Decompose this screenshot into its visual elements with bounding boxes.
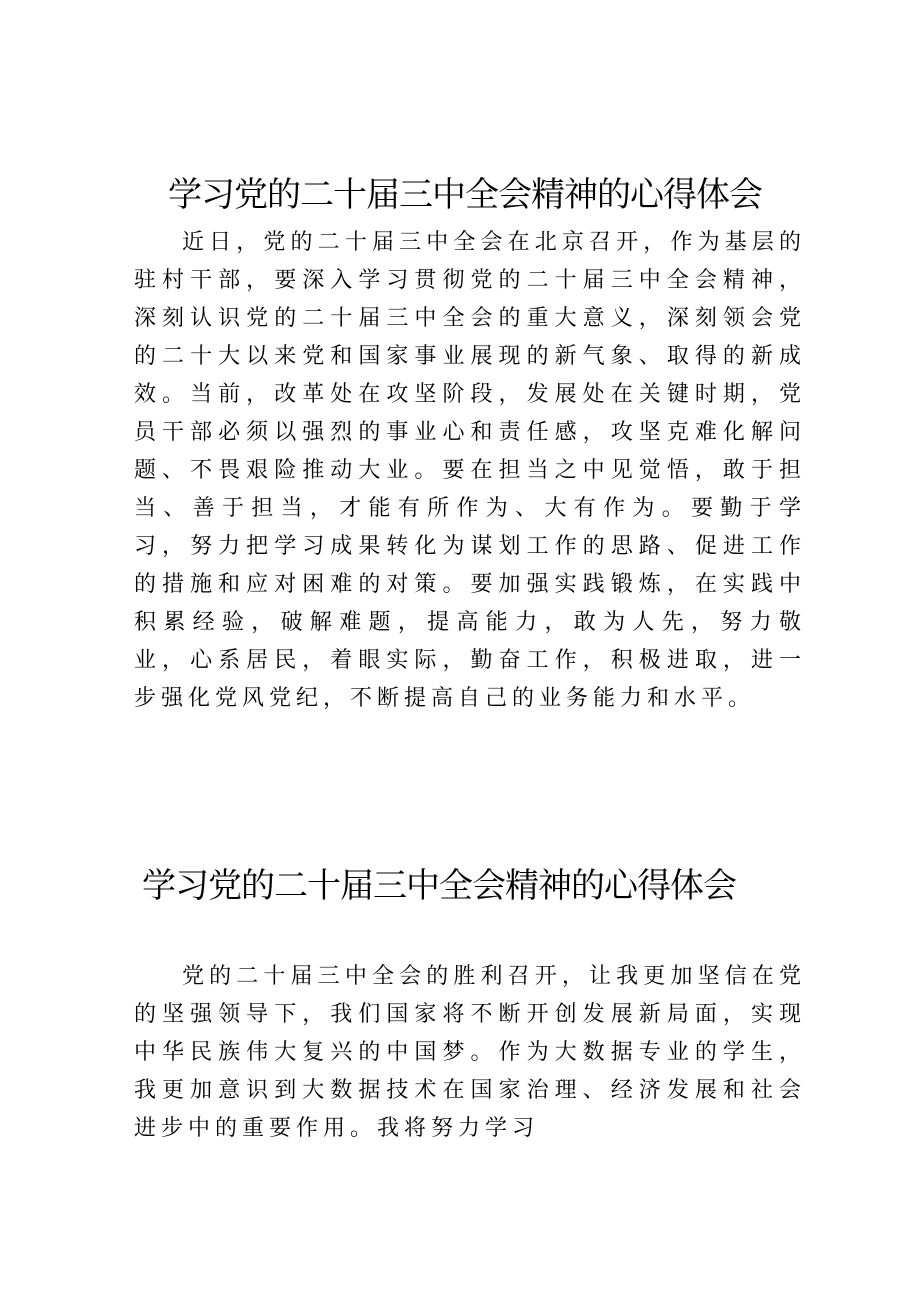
essay-title-2: 学习党的二十届三中全会精神的心得体会	[142, 866, 736, 906]
essay-body-2: 党的二十届三中全会的胜利召开，让我更加坚信在党的坚强领导下，我们国家将不断开创发展新局面，实现中华民族伟大复兴的中国梦。作为大数据专业的学生，我更加意识到大数据技术在国家治理、经济发展和社会进步中的重要作用。我将努力学习	[134, 964, 806, 1141]
essay-body-1: 近日，党的二十届三中全会在北京召开，作为基层的驻村干部，要深入学习贯彻党的二十届三中全会精神，深刻认识党的二十届三中全会的重大意义，深刻领会党的二十大以来党和国家事业展现的新气象、取得的新成效。当前，改革处在攻坚阶段，发展处在关键时期，党员干部必须以强烈的事业心和责任感，攻坚克难化解问题、不畏艰险推动大业。要在担当之中见觉悟，敢于担当、善于担当，才能有所作为、大有作为。要勤于学习，努力把学习成果转化为谋划工作的思路、促进工作的措施和应对困难的对策。要加强实践锻炼，在实践中积累经验，破解难题，提高能力，敢为人先，努力敬业，心系居民，着眼实际，勤奋工作，积极进取，进一步强化党风党纪，不断提高自己的业务能力和水平。	[134, 230, 806, 711]
essay-title-1: 学习党的二十届三中全会精神的心得体会	[168, 175, 762, 215]
